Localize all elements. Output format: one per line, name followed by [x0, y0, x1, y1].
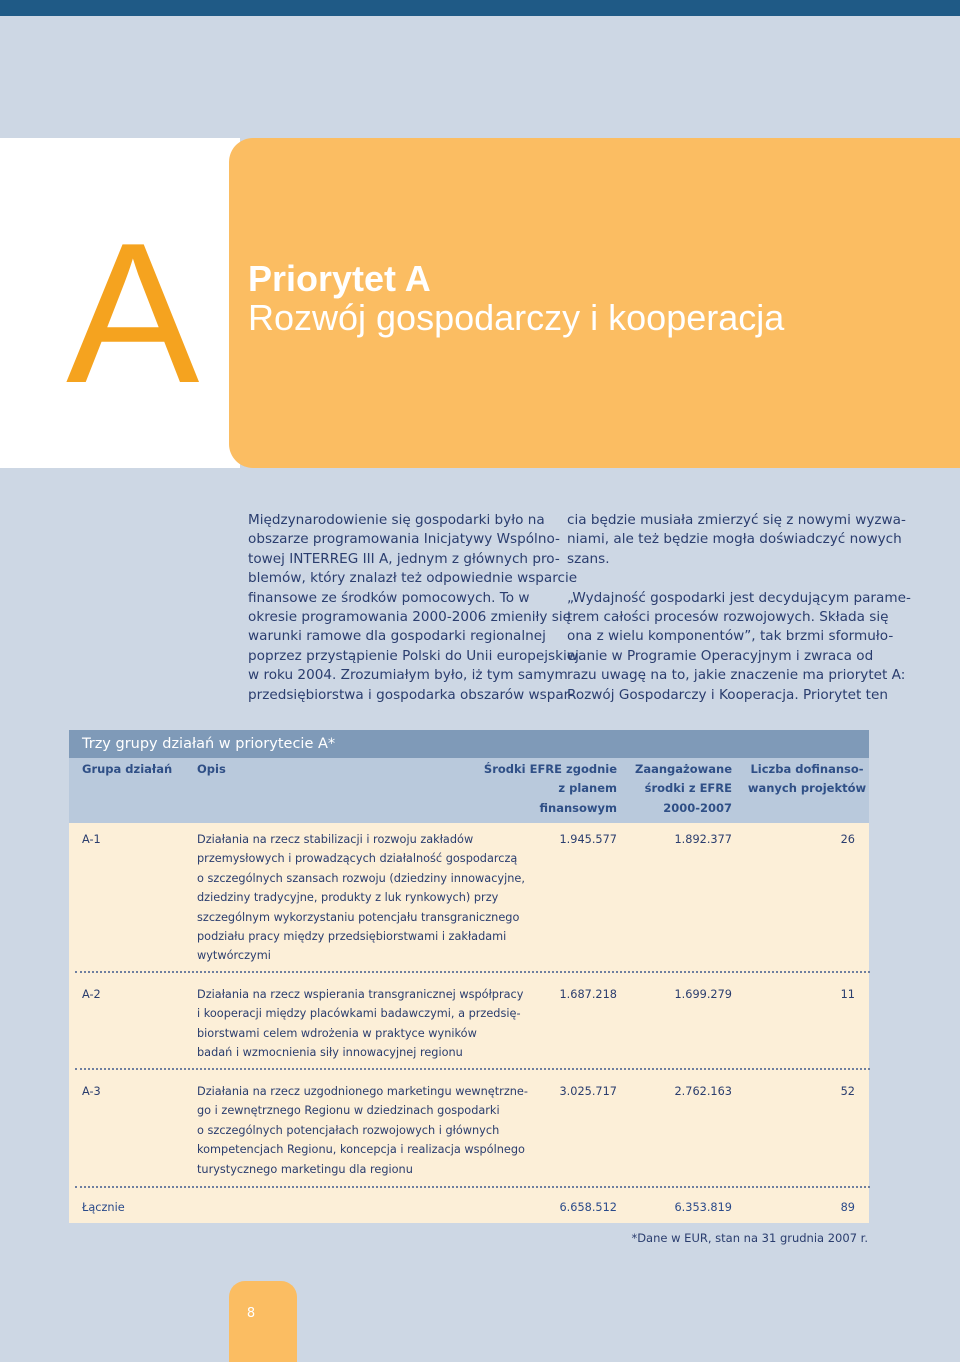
- top-bar: [0, 0, 960, 16]
- row-code: A-1: [82, 833, 101, 846]
- row-committed: 1.699.279: [674, 988, 732, 1001]
- intro-line: przedsiębiorstwa i gospodarka obszarów wspar-: [248, 686, 574, 703]
- row-code: A-2: [82, 988, 101, 1001]
- page-title: Priorytet A: [248, 258, 431, 299]
- intro-line: poprzez przystąpienie Polski do Unii europejskiej: [248, 647, 579, 664]
- row-desc: Działania na rzecz wspierania transgranicznej współpracy i kooperacji między placówkami badawczymi, a przedsię- biorstwami celem wdrożenia w praktyce wyników badań i wzmocnienia siły innowacyjnej regionu: [197, 988, 524, 1060]
- intro-line: wanie w Programie Operacyjnym i zwraca od: [567, 647, 874, 664]
- row-divider: [75, 971, 870, 975]
- row-committed: 2.762.163: [674, 1085, 732, 1098]
- intro-line: cia będzie musiała zmierzyć się z nowymi wyzwa-: [567, 512, 906, 528]
- intro-left-column: [248, 511, 579, 705]
- row-divider: [75, 1186, 870, 1190]
- total-label: Łącznie: [82, 1201, 125, 1214]
- row-divider: [75, 1068, 870, 1072]
- row-projects: 26: [840, 833, 855, 846]
- intro-line: niami, ale też będzie mogła doświadczyć nowych: [567, 531, 902, 548]
- row-efre: 1.945.577: [559, 833, 617, 846]
- page-subtitle: Rozwój gospodarczy i kooperacja: [248, 297, 785, 338]
- row-efre: 1.687.218: [559, 988, 617, 1001]
- intro-right-column: [567, 511, 911, 705]
- page-number: 8: [246, 1306, 256, 1321]
- intro-line: Międzynarodowienie się gospodarki było na: [248, 512, 545, 528]
- intro-line: towej INTERREG III A, jednym z głównych pro-: [248, 550, 560, 567]
- header-group: Grupa działań: [82, 762, 173, 776]
- priority-letter: A: [66, 202, 200, 425]
- header-committed: Zaangażowane środki z EFRE 2000-2007: [634, 762, 732, 815]
- header-desc: Opis: [197, 762, 226, 776]
- row-desc: Działania na rzecz uzgodnionego marketingu wewnętrzne- go i zewnętrznego Regionu w dziedzinach gospodarki o szczególnych potencjałach rozwojowych i głównych kompetencjach Regionu, koncepcja i realizacja wspólnego turystycznego marketingu dla regionu: [197, 1085, 528, 1176]
- priority-table: [69, 730, 869, 1223]
- intro-line: szans.: [567, 550, 610, 567]
- intro-line: finansowe ze środków pomocowych. To w: [248, 589, 530, 606]
- row-committed: 1.892.377: [674, 833, 732, 846]
- paragraph-gap: [567, 569, 911, 588]
- total-projects: 89: [840, 1201, 855, 1214]
- intro-line: razu uwagę na to, jakie znaczenie ma priorytet A:: [567, 667, 906, 684]
- intro-line: Rozwój Gospodarczy i Kooperacja. Priorytet ten: [567, 686, 888, 703]
- intro-line: warunki ramowe dla gospodarki regionalnej: [248, 628, 546, 645]
- intro-line: obszarze programowania Inicjatywy Wspólno-: [248, 531, 560, 548]
- intro-line: blemów, który znalazł też odpowiednie wsparcie: [248, 570, 578, 587]
- header-projects: Liczba dofinanso- wanych projektów: [747, 762, 867, 796]
- row-projects: 52: [840, 1085, 855, 1098]
- row-efre: 3.025.717: [559, 1085, 617, 1098]
- intro-line: trem całości procesów rozwojowych. Składa się: [567, 608, 889, 625]
- intro-line: okresie programowania 2000-2006 zmieniły się: [248, 608, 571, 625]
- intro-line: w roku 2004. Zrozumiałym było, iż tym samym: [248, 667, 568, 684]
- intro-line: „Wydajność gospodarki jest decydującym parame-: [567, 589, 911, 606]
- total-efre: 6.658.512: [559, 1201, 617, 1214]
- header-efre: Środki EFRE zgodnie z planem finansowym: [483, 762, 617, 815]
- total-committed: 6.353.819: [674, 1201, 732, 1214]
- table-caption: Trzy grupy działań w priorytecie A*: [69, 730, 869, 758]
- footnote: *Dane w EUR, stan na 31 grudnia 2007 r.: [631, 1231, 868, 1245]
- page-tab: [229, 1281, 297, 1362]
- intro-line: ona z wielu komponentów”, tak brzmi sformuło-: [567, 628, 894, 645]
- row-desc: Działania na rzecz stabilizacji i rozwoju zakładów przemysłowych i prowadzących działalność gospodarczą o szczególnych szansach rozwoju (dziedziny innowacyjne, dziedziny tradycyjne, produkty z luk rynkowych) przy szczególnym wykorzystaniu potencjału transgranicznego podziału pracy między przedsiębiorstwami i zakładami wytwórczymi: [197, 833, 525, 963]
- row-code: A-3: [82, 1085, 101, 1098]
- row-projects: 11: [840, 988, 855, 1001]
